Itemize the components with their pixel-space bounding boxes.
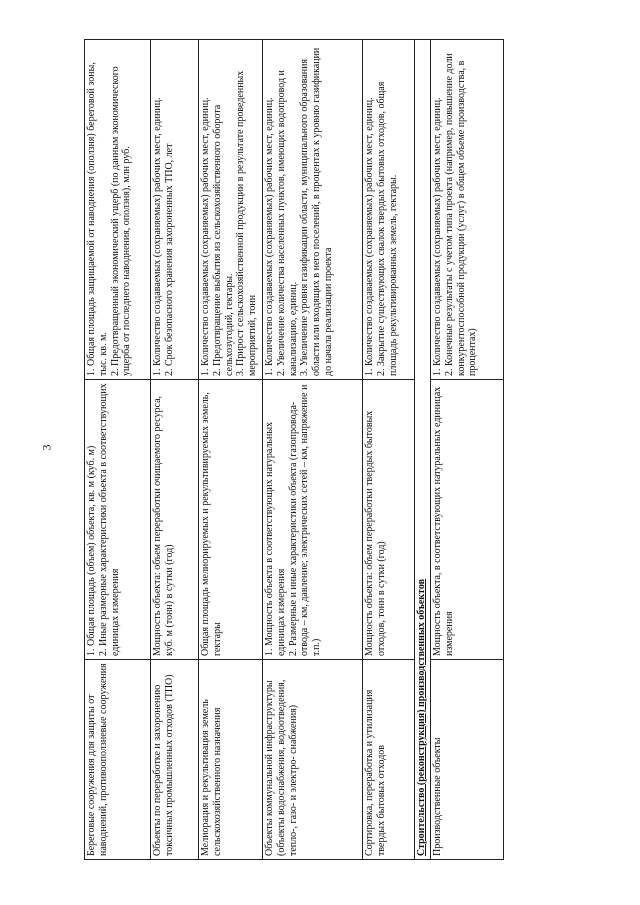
result-line: 2. Срок безопасного хранения захороненных ТПО, лет bbox=[163, 143, 175, 376]
indicator-line: Мощность объекта, в соответствующих натуральных единицах измерения bbox=[432, 386, 455, 656]
indicator-cell bbox=[199, 380, 263, 660]
section-heading-row bbox=[415, 40, 431, 860]
rotated-table-container bbox=[84, 40, 504, 860]
table-row bbox=[363, 40, 415, 860]
table-row bbox=[431, 40, 504, 860]
result-line: 1. Количество создаваемых (сохраняемых) рабочих мест, единиц. bbox=[364, 97, 375, 376]
result-cell bbox=[151, 40, 199, 380]
result-line: 1. Количество создаваемых (сохраняемых) рабочих мест, единиц. bbox=[432, 97, 443, 376]
result-line: 2. Увеличение количества населенных пунктов, имеющих водопровод и канализацию, единиц. bbox=[275, 70, 299, 376]
result-line: 2. Предотвращенный экономический ущерб (по данным экономического ущерба от последнего наводнения, оползня), млн руб. bbox=[109, 66, 133, 376]
indicators-table bbox=[84, 39, 504, 860]
table-row bbox=[263, 40, 363, 860]
indicator-line: 1. Общая площадь (объем) объекта, кв. м (куб. м) bbox=[86, 445, 97, 656]
object-cell: Объекты коммунальной инфраструктуры (объекты водоснабжения, водоотведения, тепло-, газо- и электро- снабжения) bbox=[263, 660, 363, 860]
indicator-line: 2. Иные размерные характеристики объекта в соответствующих единицах измерения bbox=[97, 383, 121, 656]
result-cell bbox=[263, 40, 363, 380]
result-cell bbox=[85, 40, 151, 380]
result-cell bbox=[199, 40, 263, 380]
result-line: 1. Количество создаваемых (сохраняемых) рабочих мест, единиц. bbox=[200, 97, 211, 376]
object-cell: Мелиорация и рекультивация земель сельскохозяйственного назначения bbox=[199, 660, 263, 860]
result-cell bbox=[363, 40, 415, 380]
indicator-cell bbox=[363, 380, 415, 660]
indicator-line: Мощность объекта: объем переработки очищаемого ресурса, куб. м (тонн) в сутки (год) bbox=[152, 395, 175, 656]
result-line: 3. Увеличение уровня газификации области, муниципального образования области или входящих в него поселений, в процентах к уровню газификации до начала реализации проекта bbox=[299, 47, 334, 376]
object-cell: Объекты по переработке и захоронению токсичных промышленных отходов (ТПО) bbox=[151, 660, 199, 860]
table-row bbox=[151, 40, 199, 860]
object-cell: Производственные объекты bbox=[431, 660, 504, 860]
indicator-cell bbox=[85, 380, 151, 660]
result-line: 2. Предотвращение выбытия из сельскохозяйственного оборота сельхозугодий, гектары. bbox=[211, 104, 235, 376]
object-cell: Береговые сооружения для защиты от наводнений, противооползневые сооружения bbox=[85, 660, 151, 860]
page-number: 3 bbox=[39, 444, 54, 451]
indicator-cell bbox=[263, 380, 363, 660]
indicator-cell bbox=[431, 380, 504, 660]
indicator-line: Общая площадь мелиорируемых и рекультивируемых земель, гектары bbox=[200, 392, 223, 656]
result-line: 1. Общая площадь защищаемой от наводнения (оползня) береговой зоны, тыс. кв. м. bbox=[86, 62, 109, 376]
result-line: 1. Количество создаваемых (сохраняемых) рабочих мест, единиц. bbox=[264, 97, 275, 376]
result-line: 1. Количество создаваемых (сохраняемых) рабочих мест, единиц. bbox=[152, 97, 163, 376]
indicator-line: Мощность объекта: объем переработки твердых бытовых отходов, тонн в сутки (год) bbox=[364, 410, 387, 656]
indicator-cell bbox=[151, 380, 199, 660]
result-line: 3. Прирост сельскохозяйственной продукции в результате проведенных мероприятий, тонн bbox=[235, 70, 259, 376]
indicator-line: 1. Мощность объекта в соответствующих натуральных единицах измерения bbox=[264, 421, 287, 656]
result-line: 2. Закрытие существующих свалок твердых бытовых отходов, общая площадь рекультивированных земель, гектары. bbox=[375, 81, 399, 376]
table-row bbox=[199, 40, 263, 860]
result-line: 2. Конечные результаты с учетом типа проекта (например, повышение доли конкурентоспособной продукции (услуг) в общем объеме производства, в процентах) bbox=[443, 53, 479, 376]
indicator-line: 2. Размерные и иные характеристики объекта (газопровода-отвода – км, давление; электрических сетей – км, напряжение и т.п.) bbox=[287, 384, 323, 656]
table-row bbox=[85, 40, 151, 860]
object-cell: Сортировка, переработка и утилизация твердых бытовых отходов bbox=[363, 660, 415, 860]
result-cell bbox=[431, 40, 504, 380]
section-heading: Строительство (реконструкция) производственных объектов bbox=[415, 40, 431, 860]
